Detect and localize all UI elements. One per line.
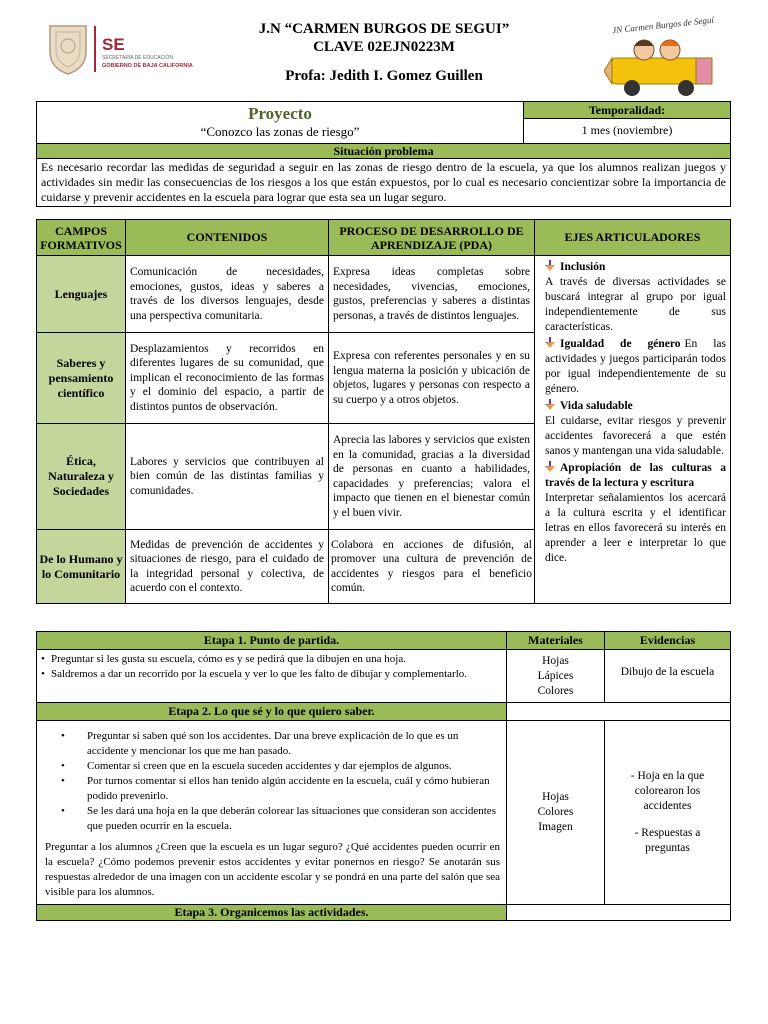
etapa1-list — [41, 652, 502, 682]
school-logo — [604, 14, 722, 98]
pda-saberes: Expresa con referentes personales y en su lengua materna la posición y ubicación de objetos, lugares y personas con respecto a su cuerpo y a otros objetos. — [329, 333, 535, 424]
etapa2-title-blank — [507, 703, 731, 721]
etapa2-evidencias — [605, 721, 731, 905]
etapa2-activities — [37, 721, 507, 905]
contenido-saberes: Desplazamientos y recorridos en diferentes lugares de su comunidad, que implican el reconocimiento de las formas y el dominio del espacio, a partir de distintos puntos de observación. — [126, 333, 329, 424]
etapa1-materiales — [507, 650, 605, 703]
etapa1-activities — [37, 650, 507, 703]
list-item: • Comentar si creen que en la escuela suceden accidentes y dar ejemplos de algunos. — [61, 760, 452, 772]
school-clave: CLAVE 02EJN0223M — [313, 39, 455, 55]
arrow-down-icon — [545, 400, 560, 412]
header-pda: PROCESO DE DESARROLLO DE APRENDIZAJE (PDA) — [329, 220, 535, 256]
se-logo-subtitle-2: GOBIERNO DE BAJA CALIFORNIA — [102, 63, 193, 69]
se-logo-subtitle: SECRETARÍA DE EDUCACIÓN — [102, 55, 174, 61]
campo-etica: Ética, Naturaleza y Sociedades — [37, 424, 126, 530]
pda-humano: Colabora en acciones de difusión, al promover una cultura de prevención de accidentes y riesgos para el beneficio común. — [329, 530, 535, 604]
eje-title: Apropiación de las culturas a través de la lectura y escritura — [545, 462, 726, 489]
materiales-header: Materiales — [507, 632, 605, 650]
list-item: • Se les dará una hoja en la que deberán colorear las situaciones que consideran son accidentes que pueden ocurrir en la escuela. — [61, 805, 496, 832]
ejes-list — [545, 260, 726, 566]
campo-lenguajes: Lenguajes — [37, 256, 126, 333]
campo-humano: De lo Humano y lo Comunitario — [37, 530, 126, 604]
material-item: Imagen — [538, 821, 573, 833]
pda-lenguajes: Expresa ideas completas sobre necesidades, vivencias, emociones, gustos, preferencias y saberes a distintas personas, a través de distintos lenguajes. — [329, 256, 535, 333]
material-item: Colores — [537, 685, 574, 697]
campos-table — [36, 219, 731, 604]
school-logo-text: JN Carmen Burgos de Seguí — [611, 14, 715, 36]
etapa1-evidencia: Dibujo de la escuela — [605, 650, 731, 703]
material-item: Lápices — [537, 670, 574, 682]
material-item: Colores — [537, 806, 574, 818]
eje-text: Interpretar señalamientos los acercará a la cultura escrita y el identificar letras en ellos favorecerá su interés en aprender a leer e interpretar lo que dice. — [545, 492, 726, 564]
eje-text: En las actividades y juegos participarán todos por igual independientemente de su género. — [545, 338, 726, 395]
list-item: • Por turnos comentar si ellos han tenido algún accidente en la escuela, cuál y cómo hubieran podido prevenirlo. — [61, 775, 490, 802]
header-contenidos: CONTENIDOS — [126, 220, 329, 256]
coat-of-arms-icon — [46, 22, 90, 76]
arrow-down-icon — [545, 338, 560, 350]
evidencia-item: - Respuestas a preguntas — [634, 827, 701, 854]
material-item: Hojas — [542, 791, 569, 803]
eje-item — [545, 461, 726, 566]
evidencias-header: Evidencias — [605, 632, 731, 650]
school-name: J.N “CARMEN BURGOS DE SEGUI” — [258, 21, 510, 37]
eje-item — [545, 399, 726, 459]
material-item: Hojas — [542, 655, 569, 667]
etapa2-list — [45, 729, 500, 834]
contenido-humano: Medidas de prevención de accidentes y situaciones de riesgo, para el cuidado de la integridad personal y colectiva, de acuerdo con el contexto. — [126, 530, 329, 604]
eje-item — [545, 260, 726, 335]
temporalidad-label: Temporalidad: — [524, 102, 731, 119]
list-item: • Saldremos a dar un recorrido por la escuela y ver lo que les falto de dibujar y complementarlo. — [41, 668, 468, 680]
arrow-down-icon — [545, 462, 560, 474]
etapa3-title: Etapa 3. Organicemos las actividades. — [37, 905, 507, 921]
teacher-name: Profa: Jedith I. Gomez Guillen — [285, 68, 483, 84]
project-cell — [37, 102, 524, 144]
list-item: • Preguntar si saben qué son los accidentes. Dar una breve explicación de lo que es un accidente y mencionar los que me han pasado. — [61, 730, 459, 757]
situacion-text: Es necesario recordar las medidas de seguridad a seguir en las zonas de riesgo dentro de la escuela, ya que los alumnos realizan juegos y actividades sin medir las consecuencias de los riesgos a los que están expuestos, por lo cual es necesario concientizar sobre la importancia de cuidarse y prevenir accidentes en la escuela para lograr que esta sea un lugar seguro. — [37, 159, 731, 207]
situacion-label: Situación problema — [37, 144, 731, 159]
contenido-etica: Labores y servicios que contribuyen al bien común de las distintas familias y comunidades. — [126, 424, 329, 530]
eje-text: El cuidarse, evitar riesgos y prevenir accidentes favorecerá a que estén sanos y mantengan una vida saludable. — [545, 415, 726, 457]
eje-title: Inclusión — [545, 260, 726, 275]
project-label: Proyecto — [248, 104, 312, 123]
eje-item — [545, 337, 726, 397]
project-table — [36, 101, 731, 207]
se-logo — [46, 22, 196, 78]
project-name: “Conozco las zonas de riesgo” — [200, 124, 360, 139]
etapas-table — [36, 631, 731, 921]
temporalidad-value: 1 mes (noviembre) — [524, 119, 731, 144]
contenido-lenguajes: Comunicación de necesidades, emociones, gustos, ideas y saberes a través de los diversos lenguajes, desde una perspectiva comunitaria. — [126, 256, 329, 333]
arrow-down-icon — [545, 261, 560, 273]
eje-title: Igualdad de género — [545, 338, 681, 350]
etapa2-materiales — [507, 721, 605, 905]
eje-title: Vida saludable — [545, 399, 726, 414]
etapa2-paragraph: Preguntar a los alumnos ¿Creen que la escuela es un lugar seguro? ¿Qué accidentes pueden ocurrir en la escuela? ¿Cómo podemos prevenir estos accidentes y evitar ponernos en riesgo? Se anotarán sus respuestas alrededor de una imagen con un accidente escolar y se pondrá en una parte del salón que sea visible para los alumnos. — [45, 841, 500, 898]
evidencia-item: - Hoja en la que colorearon los accidentes — [630, 770, 705, 812]
etapa2-title: Etapa 2. Lo que sé y lo que quiero saber. — [37, 703, 507, 721]
list-item: • Preguntar si les gusta su escuela, cómo es y se pedirá que la dibujen en una hoja. — [41, 653, 406, 665]
se-logo-text: SE — [102, 35, 125, 54]
etapa1-title: Etapa 1. Punto de partida. — [37, 632, 507, 650]
ejes-cell — [535, 256, 731, 604]
header-ejes: EJES ARTICULADORES — [535, 220, 731, 256]
campo-saberes: Saberes y pensamiento científico — [37, 333, 126, 424]
header-campos: CAMPOS FORMATIVOS — [37, 220, 126, 256]
pda-etica: Aprecia las labores y servicios que existen en la comunidad, gracias a la diversidad de personas en cuanto a habilidades, capacidades y preferencias; valora el impacto que tienen en el bienestar común y el buen vivir. — [329, 424, 535, 530]
etapa3-title-blank — [507, 905, 731, 921]
eje-text: A través de diversas actividades se buscará integrar al grupo por igual independientemente de sus características. — [545, 276, 726, 333]
